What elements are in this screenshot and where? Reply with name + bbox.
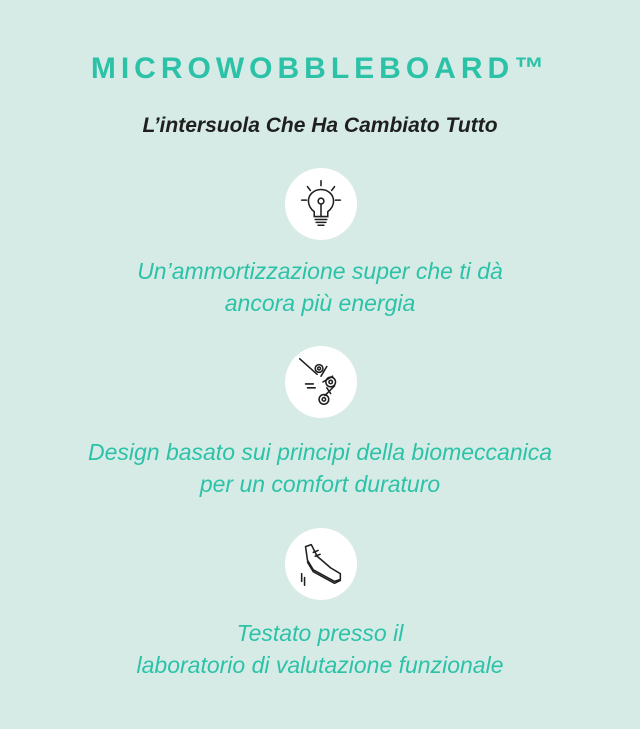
- feature-line: laboratorio di valutazione funzionale: [136, 652, 504, 678]
- feature-line: Un’ammortizzazione super che ti dà: [137, 258, 503, 284]
- sneaker-icon: [285, 528, 357, 600]
- lightbulb-icon: [285, 168, 357, 240]
- feature-lab-tested: [0, 617, 640, 681]
- biomechanics-gears-icon: [285, 346, 357, 418]
- feature-line: Testato presso il: [236, 620, 404, 646]
- subtitle: L’intersuola Che Ha Cambiato Tutto: [142, 114, 498, 137]
- feature-line: Design basato sui principi della biomeccanica: [87, 439, 553, 465]
- feature-biomechanics: [0, 436, 640, 500]
- brand-title: MICROWOBBLEBOARD™: [90, 52, 550, 85]
- feature-cushioning: [0, 255, 640, 319]
- feature-line: ancora più energia: [224, 290, 416, 316]
- feature-line: per un comfort duraturo: [199, 471, 441, 497]
